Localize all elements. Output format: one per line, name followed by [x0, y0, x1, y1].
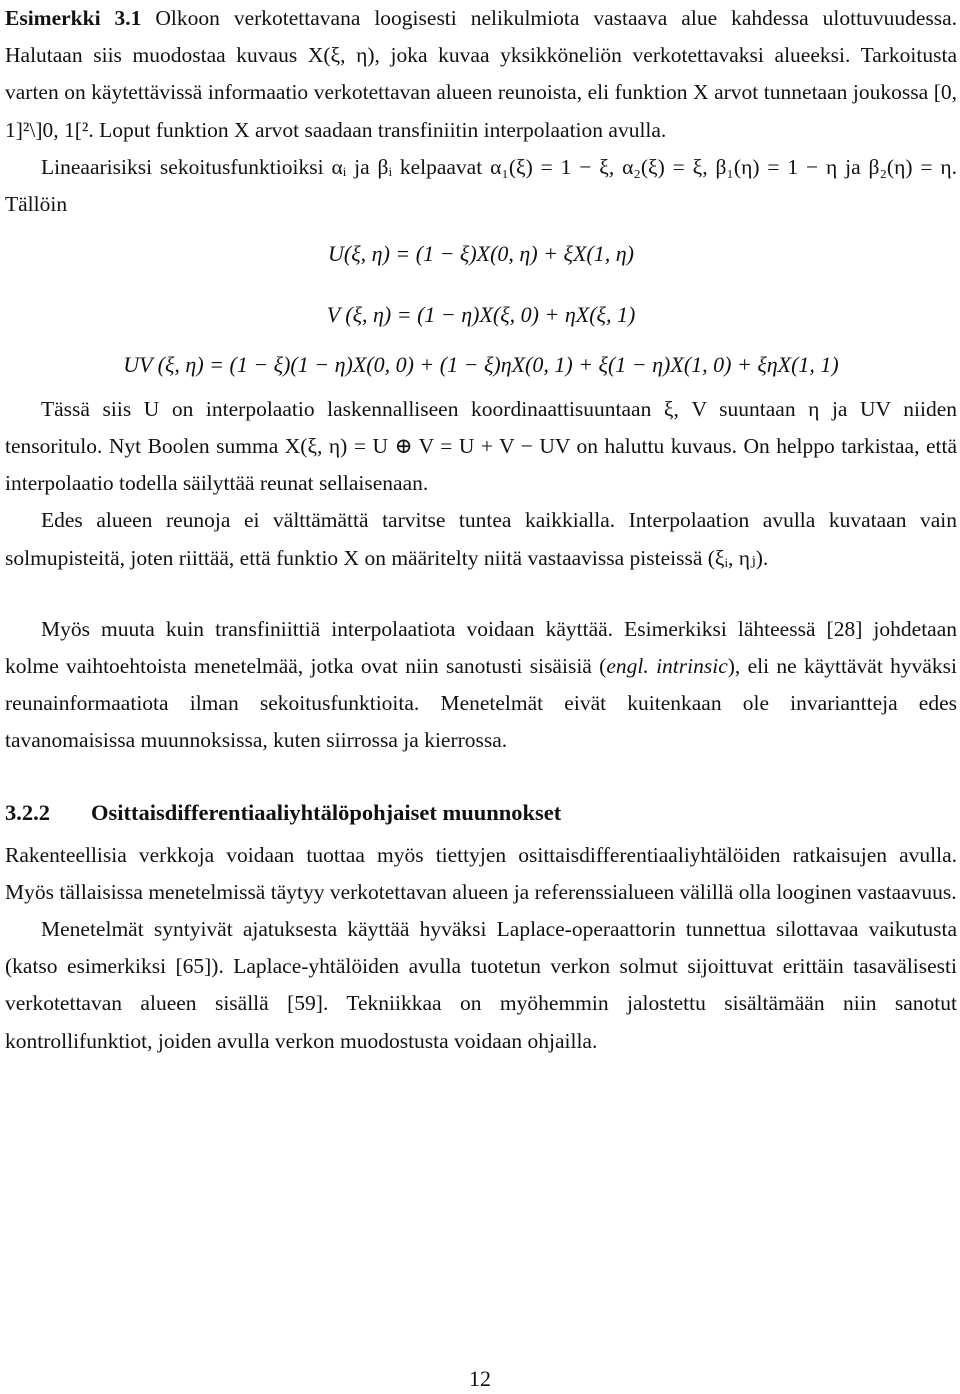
equation-u: U(ξ, η) = (1 − ξ)X(0, η) + ξX(1, η) — [328, 241, 634, 267]
section-paragraph-2: Menetelmät syntyivät ajatuksesta käyttää hyväksi Laplace-operaattorin tunnettua silottavaa vaikutusta (katso esimerkiksi [65]). Laplace-yhtälöiden avulla tuotetun verkon solmut sijoittuvat erittäin tasavälisesti verkotettavan alueen sisällä [59]. Tekniikkaa on myöhemmin jalostettu sisältämään niin sanotut kontrollifunktiot, joiden avulla verkon muodostusta voidaan ohjailla. — [5, 917, 957, 1053]
equation-uv: UV (ξ, η) = (1 − ξ)(1 − η)X(0, 0) + (1 − ξ)ηX(0, 1) + ξ(1 − η)X(1, 0) + ξηX(1, 1) — [123, 351, 839, 377]
equation-v: V (ξ, η) = (1 − η)X(ξ, 0) + ηX(ξ, 1) — [326, 302, 636, 328]
intrinsic-text-before: Myös muuta kuin transfiniittiä interpolaatiota voidaan käyttää. Esimerkiksi lähteessä [28] johdetaan kolme vaihtoehtoista menetelmää, jotka ovat niin sanotusti sisäisiä ( — [5, 616, 957, 679]
section-heading — [5, 794, 957, 831]
example-paragraph — [5, 0, 957, 149]
spacer — [5, 577, 957, 611]
example-text: Olkoon verkotettavana loogisesti nelikulmiota vastaava alue kahdessa ulottuvuudessa. Halutaan siis muodostaa kuvaus X(ξ, η), joka kuvaa yksikköneliön verkotettavaksi alueeksi. Tarkoitusta varten on käytettävissä informaatio verkotettavan alueen reunoista, eli funktion X arvot tunnetaan joukossa [0, 1]²\]0, 1[². Loput funktion X arvot saadaan transfiniitin interpolaation avulla. — [5, 6, 958, 142]
document-page — [5, 0, 957, 1394]
intrinsic-text-after: ), eli ne käyttävät hyväksi reunainformaatiota ilman sekoitusfunktioita. Menetelmät eivät kuitenkaan ole invariantteja edes tavanomaisissa muunnoksissa, kuten siirrossa ja kierrossa. — [5, 654, 958, 753]
page-number: 12 — [469, 1366, 491, 1391]
spacer — [5, 760, 957, 794]
blending-functions-paragraph: Lineaarisiksi sekoitusfunktioiksi αᵢ ja βᵢ kelpaavat α₁(ξ) = 1 − ξ, α₂(ξ) = ξ, β₁(η) = 1 − η ja β₂(η) = η. Tällöin — [5, 154, 957, 217]
engl-abbrev: engl. — [606, 654, 649, 679]
intrinsic-term: intrinsic — [656, 654, 728, 679]
section-number: 3.2.2 — [5, 799, 50, 825]
interpretation-paragraph: Tässä siis U on interpolaatio laskennalliseen koordinaattisuuntaan ξ, V suuntaan η ja UV niiden tensoritulo. Nyt Boolen summa X(ξ, η) = U ⊕ V = U + V − UV on haluttu kuvaus. On helppo tarkistaa, että interpolaatio todella säilyttää reunat sellaisenaan. — [5, 396, 957, 496]
section-title: Osittaisdifferentiaaliyhtälöpohjaiset muunnokset — [91, 799, 562, 825]
boundary-paragraph: Edes alueen reunoja ei välttämättä tarvitse tuntea kaikkialla. Interpolaation avulla kuvataan vain solmupisteitä, joten riittää, että funktio X on määritelty niitä vastaavissa pisteissä (ξᵢ, ηⱼ). — [5, 508, 957, 570]
section-paragraph-1: Rakenteellisia verkkoja voidaan tuottaa myös tiettyjen osittaisdifferentiaaliyhtälöiden ratkaisujen avulla. Myös tällaisissa menetelmissä täytyy verkotettavan alueen ja referenssialueen välillä olla looginen vastaavuus. — [5, 842, 957, 904]
intrinsic-paragraph — [5, 611, 957, 760]
example-label: Esimerkki 3.1 — [5, 6, 142, 30]
